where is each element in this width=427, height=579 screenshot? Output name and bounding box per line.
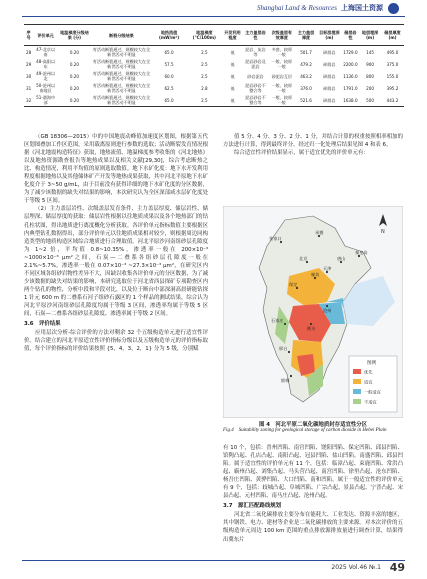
table-cell: 800: [366, 73, 374, 79]
journal-title-cn: 上海国土资源: [341, 4, 383, 12]
table-row: [24, 94, 404, 107]
table-body: [24, 46, 404, 107]
north-label: N: [381, 229, 385, 235]
section-heading-3-7: 3.7 源汇匹配路线规划: [223, 503, 282, 510]
city-label: 秦皇岛: [355, 250, 368, 255]
table-cell: 1136.0: [343, 73, 358, 79]
legend-item: 优先: [364, 369, 373, 375]
table-row: [24, 46, 404, 59]
table-cell: 60.0: [164, 73, 174, 79]
table-cell: 砂泥岩互层: [271, 73, 293, 79]
city-dot: [326, 305, 328, 307]
table-cell: 900: [366, 61, 374, 67]
table-header: 储层厚度 (m): [381, 25, 404, 46]
table-cell: 200: [366, 85, 374, 91]
table-cell: 463.2: [300, 73, 312, 79]
evaluation-table: [24, 24, 404, 107]
city-label: 廊坊: [311, 272, 320, 277]
table-cell: 一般、较厚一般: [271, 83, 293, 93]
city-label: 邢台: [279, 346, 288, 351]
table-cell: 0.20: [58, 94, 91, 107]
table-cell: 低: [230, 49, 235, 55]
table-cell: 375.0: [386, 61, 399, 67]
table-cell: 低: [230, 85, 235, 91]
table-header: 地温梯度 (°C/100m): [186, 25, 223, 46]
table-cell: 28: [25, 49, 32, 55]
table-cell: 碎屑岩: [323, 73, 336, 79]
city-dot: [284, 323, 286, 325]
table-cell: 501.7: [300, 49, 312, 55]
table-cell: 2.5: [186, 94, 223, 107]
table-header: 主力盖层岩性: [242, 25, 268, 46]
table-cell: 0.20: [69, 61, 79, 67]
table-cell: 145: [366, 49, 374, 55]
paragraph: 值 5 分、4 分、3 分、2 分、1 分，并结合计算的权重按照相率相加的方法进行计算，得到最终评分，经过归一化处理后结果见图 4 和表 6。: [223, 134, 403, 149]
legend-item: 一般适宜: [364, 389, 381, 395]
table-cell: 29: [25, 61, 32, 67]
table-cell: 0.20: [69, 73, 79, 79]
city-dot: [314, 277, 316, 279]
page-header: [0, 0, 427, 18]
table-header: 主力盖层厚度: [295, 25, 317, 46]
paragraph: （2）主力盖层岩性、次级盖层发育条件、主力盖层厚度、储层岩性、储层埋深、储层厚度的获取：储层岩性根据以往地质成果以及各个地热部门的钻孔柱状图，得出地质进行离度概化分析获取。各评价单元指标数值主要根据区内典型钻孔数据得出，部分评价单元以往地质成果相对较少，则根据周边同构造类型的地质构造区域综合地质进行合理取值。河北平原沙河南组砂层孔隙度为 1~2 倍，平均值 0.8~10.35%，渗透率一般在 200×10⁻³ ~1000×10⁻³ μm²之间，石炭—二叠系各组砂层孔隙度一般在 2.1%~5.7%，渗透率一般在 0.07×10⁻³ ~27.3×10⁻³ μm²，在研究区内不同区域各组砂岩物性差异不大，因缺以收集各评价单元的分区数据，为了减少该数据的缺失对结果的影响，本研究选取位于河北省西县探矿专项勘查区内两个钻孔的物性，分析中段和平段对比，以及位于断台中部深洞高晨研能钻探 1 针元 600 m 的二叠系石河子组砂石露区的 1 个样品的测试结果，综合认为河北平原沙河南组砂层孔隙度均属于等级 3 区间，渗透率均属于等级 5 区间，石炭—二叠系各组砂层孔隙度、渗透率属于等级 2 区间。: [24, 206, 208, 318]
paragraph: （GB 18306—2015）中的中国地震动峰值加速度区划图，根据第五代区划图叠加工作区范围，采用载离原则进行参数的选取；活动断裂发育情况根据《河北地震构造特征》获取，地热流值、地温梯度参考收集的《河北地热》以及地热资源勘查报告等地热成果以及相关文献[29,30]，综合考虑断热之比、构造情况，利用平均值的原则选取数值。地下水矿化度：地下水开发利用程度根据地热以及其他储体矿产开发等地热成果获取，其中河北平原地下水矿化度介于 3~50 g/mL，由于目前没有获得详细的地下水矿化度的分区数据，为了减少该数据的缺失对结果的影响，本次研究认为全区深部咸水层矿化度处于等级 5 区间。: [24, 134, 208, 205]
right-column-bottom: [223, 444, 403, 544]
table-cell: 1638.0: [342, 94, 360, 107]
legend-swatch-priority: [353, 369, 361, 374]
table-cell: 低: [230, 61, 235, 67]
paragraph: 河北省二氧化碳排放主要分布在能耗大、工业发达、资源丰富的地区，其中钢铁、电力、建材等企业是二氧化碳排放的主要来源。对本次评价的五级构造单元周边 100 km 范围的重点排放源排放量进行调查计算，结果得出冀东片: [223, 512, 403, 543]
table-header: 地温梯度分级结果 (分): [58, 25, 91, 46]
legend-title: 图例: [367, 361, 377, 366]
page-number: 49: [389, 561, 405, 574]
table-cell: 低: [230, 73, 235, 79]
page-footer: [0, 560, 427, 579]
table-cell: 泥岩、灰岩等: [245, 47, 266, 57]
city-label: 邯郸: [281, 378, 290, 383]
table-cell: 62.5: [164, 85, 174, 91]
table-cell: 泥岩砂岩及泥岩: [245, 59, 266, 69]
city-dot: [326, 271, 328, 273]
city-label: 唐山: [337, 256, 346, 261]
table-header: 次级盖层有效厚度: [269, 25, 295, 46]
section-heading-3-6: 3.6 评价结果: [24, 321, 61, 328]
city-label: 北京: [299, 256, 308, 261]
legend-item: 不适宜: [364, 399, 377, 405]
table-cell: 多套、较厚一般: [271, 47, 293, 57]
table-cell: 2.5: [201, 73, 208, 79]
city-dot: [306, 261, 308, 263]
suitability-zoning-map: [223, 206, 403, 418]
table-cell: 碎屑岩: [323, 85, 336, 91]
table-header: 序号: [24, 25, 33, 46]
table-cell: 30: [25, 73, 32, 79]
paragraph: 应用层次分析-综合评价的方法对剩余 32 个五级构造单元进行适宜性评价。结合建立的河北平原适宜性评价指标分级以及五级构造单元的评价指标取值，每个评价指标的评价结果按照 {5，4，3，2，1} 分为 5 级，分别赋: [24, 330, 208, 353]
table-header: 目标层埋深 (m): [317, 25, 341, 46]
legend-swatch-unsuitable: [353, 399, 361, 404]
table-cell: 65.0: [152, 94, 186, 107]
city-dot: [358, 255, 360, 257]
city-label: 衡水: [307, 326, 316, 331]
table-cell: 一般、较厚一般: [271, 59, 293, 69]
table-cell: 泥岩砂岩不整合等: [242, 94, 268, 107]
table-header: 地层埋深 (m): [359, 25, 381, 46]
table-header: 评价单元: [33, 25, 58, 46]
table-cell: 479.2: [300, 61, 312, 67]
table-row: [24, 70, 404, 82]
table-cell: 2.5: [201, 61, 208, 67]
header-rule: [22, 16, 405, 17]
table-cell: 50-沧州以南地区: [36, 83, 56, 93]
table-cell: 砂岩泥岩: [247, 73, 264, 79]
table-cell: 1791.0: [343, 85, 358, 91]
table-cell: 51-渤海中部: [33, 94, 58, 107]
paragraph: 有 10 个，包括：晋州凹陷、南宫凹陷、饶阳凹陷、保定凹陷、邱县凹陷、馆陶凸起、孔店凸起、南阳凸起、冠县凹陷、盐山凹陷。南盛凹陷、邱县凹陷。属于适宜性的评价单元有 11 个，包括：临漳凸起、束鹿凹陷、常洪凸起、霸州凸起、刘集凸起、马头营凸起、南宫凹陷、徐里凸起、沧东凹陷、杨吾庄凹陷、黄骅凹陷、大口凹陷、南和凹陷。属于一般适宜性的评价单元有 9 个，包括：歧城凸起、阜城凹陷、广宗凸起、景县凸起、宁晋凸起、宋县凸起、元村凹陷、南马庄凸起、沧州凸起。: [223, 445, 403, 500]
table-cell: 32: [24, 94, 33, 107]
city-label: 石家庄: [271, 318, 284, 323]
city-dot: [290, 375, 292, 377]
table-cell: 443.2: [381, 94, 404, 107]
table-cell: 47-北京以南: [36, 47, 56, 57]
table-header-row: [24, 25, 404, 46]
map-legend: [349, 356, 397, 412]
table-cell: 57.5: [164, 61, 174, 67]
table-cell: 碎屑岩: [323, 61, 336, 67]
table-header: 储层岩性: [342, 25, 360, 46]
table-cell: 0.20: [69, 49, 79, 55]
table-cell: 49-沧州以北: [36, 71, 56, 81]
city-dot: [288, 351, 290, 353]
table-cell: 376.0: [300, 85, 312, 91]
table-header: 地热流值 (mW/m²): [152, 25, 186, 46]
table-cell: 48-高阳以东: [36, 59, 56, 69]
table-cell: 495.0: [386, 49, 399, 55]
table-cell: 1729.0: [343, 49, 358, 55]
table-cell: 395.2: [386, 85, 399, 91]
table-row: [24, 58, 404, 70]
legend-swatch-suitable: [353, 379, 361, 384]
table-cell: 低: [223, 94, 243, 107]
table-cell: 有活动断裂通过，规模较大在全新世活动不明显: [92, 71, 151, 81]
table-cell: 2.8: [201, 85, 208, 91]
issue-label: 2025 Vol.46 №.1: [331, 564, 381, 571]
table-cell: 0.20: [69, 85, 79, 91]
table-cell: 泥岩砂岩不整合等: [245, 83, 266, 93]
city-label: 张家口: [269, 236, 282, 241]
right-column-top: [223, 133, 403, 157]
paragraph: 综合适宜性评价结果显示，属于适宜优先的评价单元有：: [234, 150, 369, 157]
table-cell: 155.0: [386, 73, 399, 79]
table-cell: 2.5: [201, 49, 208, 55]
table-cell: 碎屑岩: [317, 94, 341, 107]
table-cell: 31: [25, 85, 32, 91]
city-label: 沧州: [323, 308, 332, 313]
table-cell: 521.6: [295, 94, 317, 107]
footer-rule: [22, 560, 405, 561]
figure-caption-en: Fig.4 Suitability zoning for geological storage of carbon dioxide in Hebei Plain: [223, 428, 387, 433]
table-cell: 一般、较厚一般: [269, 94, 295, 107]
city-dot: [280, 241, 282, 243]
table-header: 开发利用程度: [223, 25, 243, 46]
table-row: [24, 82, 404, 94]
city-dot: [296, 287, 298, 289]
legend-swatch-general: [353, 389, 361, 394]
journal-title-en: Shanghai Land & Resources: [256, 4, 337, 12]
table-cell: 有活动断裂通过，规模较大在全新世活动不明显: [91, 94, 152, 107]
table-cell: 2200.0: [343, 61, 358, 67]
journal-logo-icon: [388, 3, 399, 14]
table-header: 断裂分级结果: [91, 25, 152, 46]
city-label: 天津: [323, 266, 332, 271]
city-label: 承德: [315, 230, 324, 235]
figure-caption-cn: 图 4 河北平原二氧化碳地质封存适宜性分区: [258, 422, 368, 428]
left-column: [24, 133, 208, 353]
table-cell: 有活动断裂通过，规模较大在全新世活动不明显: [92, 47, 151, 57]
city-label: 保定: [289, 282, 298, 287]
table-cell: 500: [359, 94, 381, 107]
legend-item: 适宜: [364, 379, 373, 385]
city-dot: [310, 323, 312, 325]
table-cell: 65.0: [164, 49, 174, 55]
table-cell: 碎屑岩: [323, 49, 336, 55]
journal-title: [257, 3, 383, 13]
table-cell: 有活动断裂通过，规模较大在全新世活动不明显: [92, 83, 151, 93]
city-dot: [318, 235, 320, 237]
city-dot: [340, 261, 342, 263]
table-cell: 有活动断裂通过，规模较大在全新世活动不明显: [92, 59, 151, 69]
